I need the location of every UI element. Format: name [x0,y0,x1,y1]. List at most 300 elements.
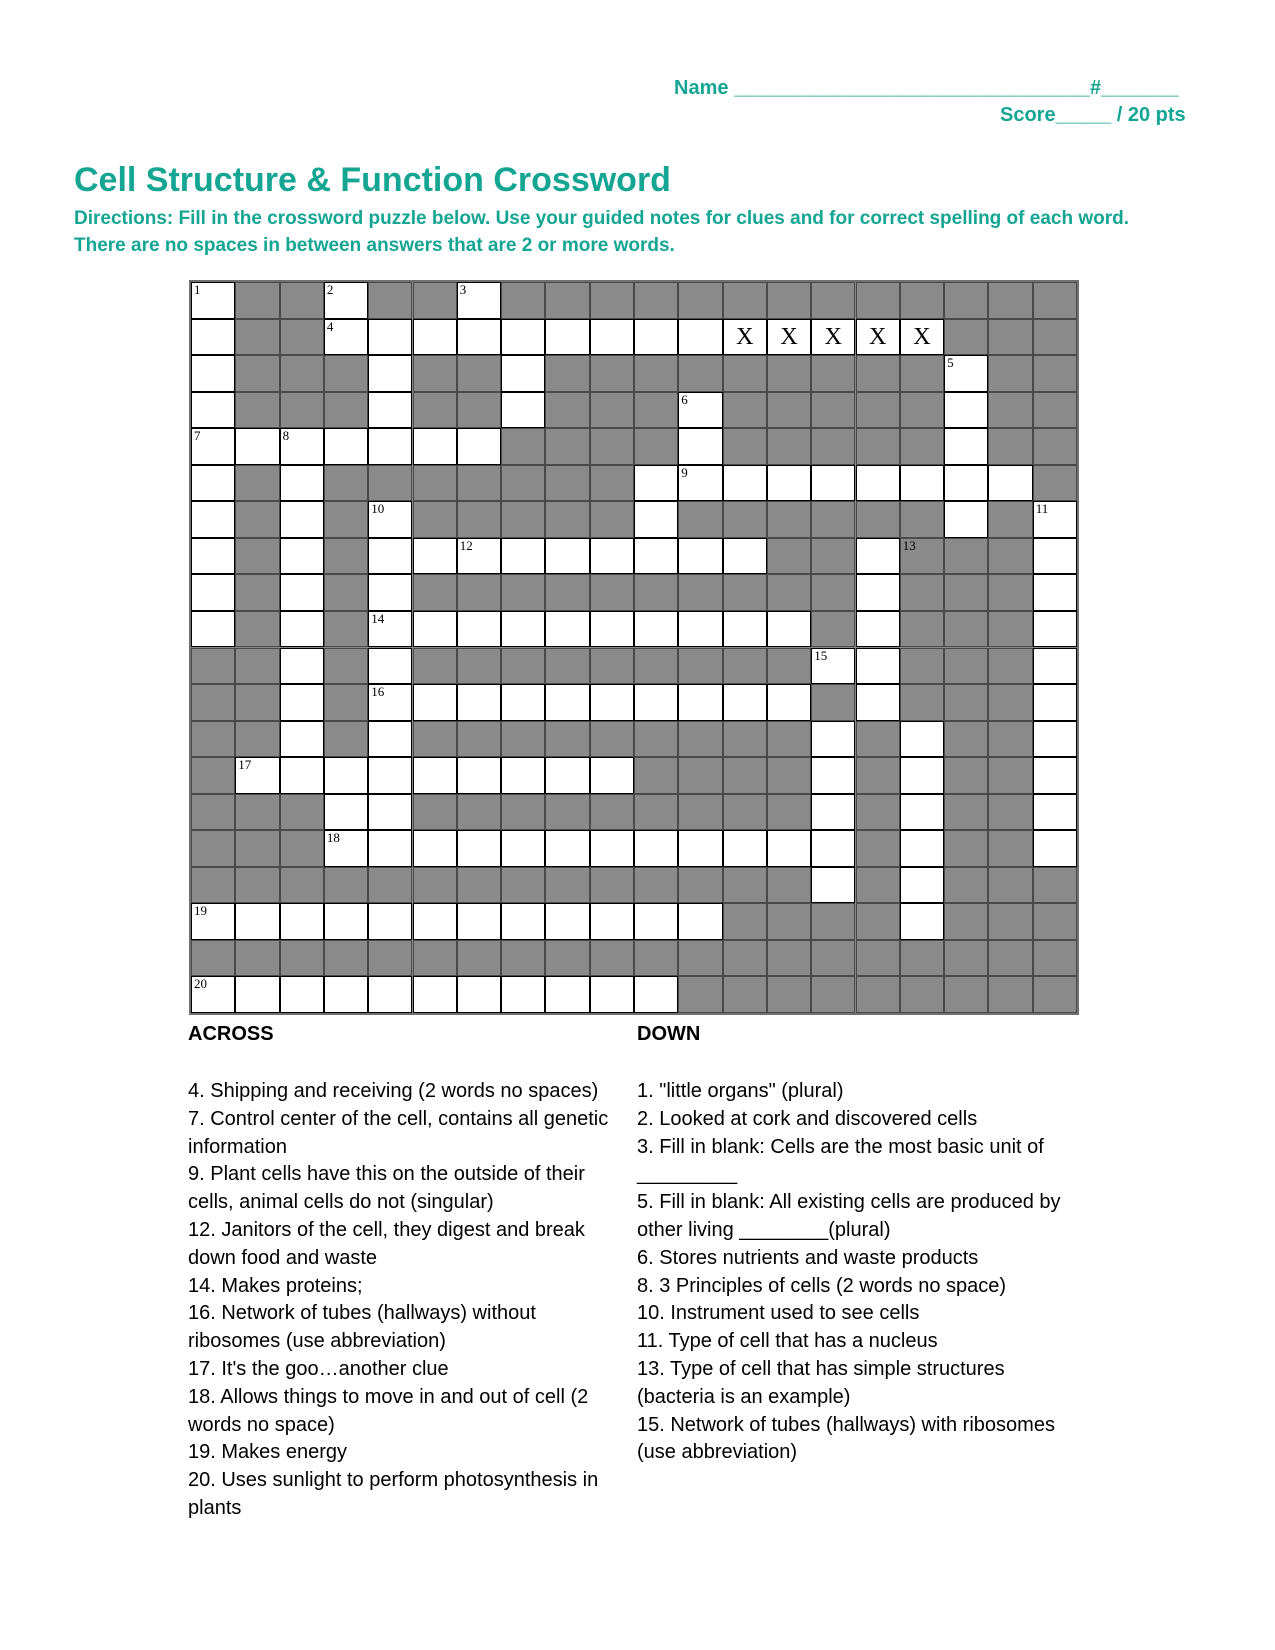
crossword-cell[interactable] [413,976,457,1013]
crossword-cell[interactable] [280,684,324,721]
crossword-cell[interactable] [1033,721,1077,758]
blocked-cell [988,648,1032,685]
crossword-cell[interactable] [1033,574,1077,611]
crossword-cell[interactable] [1033,611,1077,648]
crossword-cell[interactable] [944,392,988,429]
across-clue-line: 7. Control center of the cell, contains all genetic [188,1107,609,1130]
crossword-cell[interactable] [280,721,324,758]
crossword-cell[interactable] [280,501,324,538]
down-clue-line: 6. Stores nutrients and waste products [637,1246,979,1269]
crossword-cell[interactable] [501,684,545,721]
blocked-cell [590,355,634,392]
blocked-cell [988,721,1032,758]
across-clue-line: down food and waste [188,1246,378,1269]
crossword-cell[interactable] [811,867,855,904]
blocked-cell [767,355,811,392]
crossword-cell[interactable] [678,392,722,429]
crossword-cell[interactable] [634,465,678,502]
crossword-cell[interactable] [368,903,412,940]
crossword-cell[interactable] [678,903,722,940]
blocked-cell [944,684,988,721]
crossword-cell[interactable] [856,465,900,502]
blocked-cell [545,501,589,538]
blocked-cell [235,794,279,831]
blocked-cell [944,830,988,867]
blocked-cell [457,648,501,685]
crossword-cell[interactable] [368,976,412,1013]
blocked-cell [590,501,634,538]
crossword-cell[interactable] [457,830,501,867]
blocked-cell [457,465,501,502]
crossword-cell[interactable] [590,903,634,940]
blocked-cell [988,757,1032,794]
name-line[interactable]: Name ________________________________#_______ [674,77,1179,99]
crossword-cell[interactable] [324,830,368,867]
crossword-cell[interactable] [457,538,501,575]
crossword-cell[interactable] [501,976,545,1013]
blocked-cell [1033,355,1077,392]
blocked-cell [413,794,457,831]
crossword-cell[interactable] [235,903,279,940]
blocked-cell [767,501,811,538]
blocked-cell [413,940,457,977]
crossword-cell[interactable] [368,794,412,831]
crossword-cell[interactable] [368,574,412,611]
crossword-cell[interactable] [678,465,722,502]
crossword-cell[interactable] [324,319,368,356]
crossword-cell[interactable] [767,319,811,356]
blocked-cell [191,867,235,904]
blocked-cell [280,282,324,319]
crossword-cell[interactable] [324,757,368,794]
crossword-cell[interactable] [457,428,501,465]
crossword-cell[interactable] [723,538,767,575]
blocked-cell [413,648,457,685]
blocked-cell [678,574,722,611]
crossword-cell[interactable] [944,428,988,465]
crossword-cell[interactable] [191,428,235,465]
blocked-cell [191,684,235,721]
crossword-cell[interactable] [191,976,235,1013]
crossword-cell[interactable] [678,428,722,465]
blocked-cell [634,867,678,904]
down-clue-line: 13. Type of cell that has simple structures [637,1357,1005,1380]
crossword-cell[interactable] [324,976,368,1013]
crossword-cell[interactable] [191,574,235,611]
crossword-cell[interactable] [811,721,855,758]
crossword-cell[interactable] [501,611,545,648]
blocked-cell [678,721,722,758]
crossword-cell[interactable] [723,611,767,648]
crossword-cell[interactable] [413,319,457,356]
clue-number: 5 [947,355,954,371]
crossword-cell[interactable] [501,903,545,940]
x-mark: X [868,323,887,350]
crossword-cell[interactable] [1033,538,1077,575]
blocked-cell [900,538,944,575]
crossword-cell[interactable] [634,319,678,356]
blocked-cell [988,355,1032,392]
crossword-cell[interactable] [634,903,678,940]
crossword-cell[interactable] [368,319,412,356]
blocked-cell [900,428,944,465]
blocked-cell [545,428,589,465]
crossword-cell[interactable] [767,830,811,867]
crossword-cell[interactable] [856,574,900,611]
crossword-cell[interactable] [634,538,678,575]
blocked-cell [811,574,855,611]
crossword-cell[interactable] [413,830,457,867]
blocked-cell [235,319,279,356]
clue-number: 20 [194,976,207,992]
blocked-cell [723,794,767,831]
blocked-cell [634,392,678,429]
crossword-cell[interactable] [368,611,412,648]
crossword-cell[interactable] [280,757,324,794]
blocked-cell [944,867,988,904]
crossword-cell[interactable] [413,428,457,465]
crossword-cell[interactable] [235,757,279,794]
crossword-cell[interactable] [944,465,988,502]
blocked-cell [944,574,988,611]
blocked-cell [235,721,279,758]
blocked-cell [1033,282,1077,319]
blocked-cell [413,721,457,758]
blocked-cell [191,721,235,758]
blocked-cell [235,684,279,721]
crossword-cell[interactable] [545,611,589,648]
blocked-cell [590,574,634,611]
crossword-cell[interactable] [900,830,944,867]
crossword-cell[interactable] [856,648,900,685]
blocked-cell [1033,903,1077,940]
crossword-cell[interactable] [280,574,324,611]
blocked-cell [413,392,457,429]
blocked-cell [900,976,944,1013]
blocked-cell [900,684,944,721]
blocked-cell [457,501,501,538]
crossword-cell[interactable] [767,611,811,648]
blocked-cell [413,355,457,392]
crossword-cell[interactable] [634,684,678,721]
blocked-cell [590,867,634,904]
clue-number: 15 [814,647,828,663]
crossword-cell[interactable] [900,757,944,794]
blocked-cell [988,976,1032,1013]
blocked-cell [545,282,589,319]
blocked-cell [280,830,324,867]
crossword-cell[interactable] [280,611,324,648]
blocked-cell [988,501,1032,538]
crossword-cell[interactable] [856,538,900,575]
blocked-cell [944,940,988,977]
clue-number: 4 [326,318,334,334]
crossword-cell[interactable] [1033,684,1077,721]
blocked-cell [324,574,368,611]
crossword-cell[interactable] [191,465,235,502]
blocked-cell [678,355,722,392]
crossword-cell[interactable] [1033,830,1077,867]
clue-number: 18 [326,830,340,846]
crossword-cell[interactable] [900,903,944,940]
crossword-cell[interactable] [900,721,944,758]
crossword-cell[interactable] [545,830,589,867]
blocked-cell [811,355,855,392]
blocked-cell [280,794,324,831]
blocked-cell [590,721,634,758]
blocked-cell [501,648,545,685]
crossword-cell[interactable] [280,976,324,1013]
crossword-cell[interactable] [501,830,545,867]
blocked-cell [634,794,678,831]
crossword-cell[interactable] [191,611,235,648]
crossword-cell[interactable] [280,648,324,685]
crossword-cell[interactable] [1033,501,1077,538]
blocked-cell [811,501,855,538]
crossword-cell[interactable] [723,465,767,502]
crossword-cell[interactable] [811,648,855,685]
crossword-cell[interactable] [590,684,634,721]
blocked-cell [235,538,279,575]
blocked-cell [767,574,811,611]
blocked-cell [723,392,767,429]
crossword-cell[interactable] [723,830,767,867]
blocked-cell [723,282,767,319]
crossword-cell[interactable] [368,428,412,465]
clue-number: 19 [194,903,207,919]
crossword-cell[interactable] [545,976,589,1013]
crossword-cell[interactable] [457,903,501,940]
crossword-cell[interactable] [368,830,412,867]
blocked-cell [280,940,324,977]
crossword-cell[interactable] [280,428,324,465]
crossword-cell[interactable] [678,538,722,575]
crossword-cell[interactable] [457,611,501,648]
crossword-cell[interactable] [191,501,235,538]
blocked-cell [811,538,855,575]
blocked-cell [1033,428,1077,465]
crossword-cell[interactable] [811,319,855,356]
crossword-cell[interactable] [235,428,279,465]
crossword-cell[interactable] [678,611,722,648]
blocked-cell [324,611,368,648]
crossword-cell[interactable] [368,721,412,758]
crossword-cell[interactable] [545,757,589,794]
blocked-cell [900,648,944,685]
crossword-cell[interactable] [191,392,235,429]
crossword-cell[interactable] [368,355,412,392]
blocked-cell [856,867,900,904]
crossword-cell[interactable] [545,684,589,721]
crossword-cell[interactable] [545,903,589,940]
crossword-cell[interactable] [501,392,545,429]
crossword-cell[interactable] [368,538,412,575]
crossword-cell[interactable] [368,501,412,538]
across-clue-line: 14. Makes proteins; [188,1274,363,1297]
crossword-cell[interactable] [900,794,944,831]
crossword-cell[interactable] [767,684,811,721]
crossword-cell[interactable] [545,538,589,575]
crossword-cell[interactable] [1033,648,1077,685]
blocked-cell [811,428,855,465]
crossword-cell[interactable] [988,465,1032,502]
crossword-cell[interactable] [634,976,678,1013]
crossword-cell[interactable] [1033,794,1077,831]
crossword-cell[interactable] [413,538,457,575]
crossword-cell[interactable] [235,976,279,1013]
blocked-cell [767,794,811,831]
crossword-cell[interactable] [944,501,988,538]
crossword-cell[interactable] [413,611,457,648]
blocked-cell [457,721,501,758]
crossword-cell[interactable] [280,903,324,940]
crossword-cell[interactable] [368,648,412,685]
crossword-cell[interactable] [811,465,855,502]
crossword-cell[interactable] [678,319,722,356]
down-clue-line: other living ________(plural) [637,1218,891,1241]
crossword-cell[interactable] [457,976,501,1013]
crossword-cell[interactable] [413,903,457,940]
crossword-cell[interactable] [501,538,545,575]
crossword-cell[interactable] [900,867,944,904]
crossword-cell[interactable] [723,319,767,356]
crossword-cell[interactable] [457,319,501,356]
blocked-cell [235,282,279,319]
blocked-cell [191,830,235,867]
blocked-cell [324,940,368,977]
blocked-cell [545,940,589,977]
blocked-cell [944,282,988,319]
crossword-cell[interactable] [1033,757,1077,794]
blocked-cell [944,903,988,940]
blocked-cell [501,940,545,977]
crossword-cell[interactable] [368,684,412,721]
crossword-cell[interactable] [678,684,722,721]
crossword-cell[interactable] [191,903,235,940]
blocked-cell [900,282,944,319]
crossword-cell[interactable] [324,282,368,319]
crossword-cell[interactable] [856,611,900,648]
across-heading: ACROSS [188,1023,274,1045]
crossword-cell[interactable] [811,757,855,794]
score-line[interactable]: Score_____ / 20 pts [1000,104,1186,126]
blocked-cell [634,721,678,758]
crossword-cell[interactable] [811,830,855,867]
blocked-cell [634,355,678,392]
blocked-cell [767,721,811,758]
blocked-cell [501,867,545,904]
crossword-cell[interactable] [590,976,634,1013]
crossword-cell[interactable] [413,757,457,794]
crossword-cell[interactable] [723,684,767,721]
crossword-cell[interactable] [368,392,412,429]
clue-number: 16 [371,684,385,700]
blocked-cell [590,940,634,977]
crossword-cell[interactable] [590,830,634,867]
crossword-cell[interactable] [590,319,634,356]
crossword-cell[interactable] [590,611,634,648]
blocked-cell [988,319,1032,356]
crossword-cell[interactable] [280,465,324,502]
crossword-cell[interactable] [856,319,900,356]
blocked-cell [324,648,368,685]
crossword-cell[interactable] [767,465,811,502]
blocked-cell [723,976,767,1013]
crossword-cell[interactable] [191,282,235,319]
blocked-cell [723,574,767,611]
blocked-cell [988,428,1032,465]
crossword-cell[interactable] [368,757,412,794]
blocked-cell [545,867,589,904]
blocked-cell [368,867,412,904]
crossword-cell[interactable] [457,282,501,319]
blocked-cell [811,976,855,1013]
crossword-cell[interactable] [590,757,634,794]
crossword-cell[interactable] [634,501,678,538]
blocked-cell [856,830,900,867]
crossword-cell[interactable] [634,611,678,648]
clue-number: 7 [194,428,201,444]
blocked-cell [900,940,944,977]
blocked-cell [767,648,811,685]
crossword-cell[interactable] [856,684,900,721]
crossword-cell[interactable] [280,538,324,575]
across-clue-line: plants [188,1496,242,1519]
blocked-cell [767,392,811,429]
blocked-cell [501,501,545,538]
crossword-cell[interactable] [590,538,634,575]
down-clue-line: 1. "little organs" (plural) [637,1080,844,1102]
clue-number: 1 [194,282,201,297]
crossword-cell[interactable] [900,465,944,502]
crossword-cell[interactable] [501,355,545,392]
crossword-cell[interactable] [944,355,988,392]
across-clue-line: 16. Network of tubes (hallways) without [188,1302,536,1325]
blocked-cell [235,392,279,429]
across-clue-line: words no space) [188,1413,335,1436]
crossword-cell[interactable] [324,903,368,940]
crossword-cell[interactable] [900,319,944,356]
crossword-cell[interactable] [191,355,235,392]
crossword-cell[interactable] [191,319,235,356]
crossword-cell[interactable] [634,830,678,867]
crossword-cell[interactable] [457,684,501,721]
x-mark: X [780,323,798,350]
blocked-cell [280,392,324,429]
blocked-cell [457,867,501,904]
crossword-cell[interactable] [501,319,545,356]
crossword-cell[interactable] [501,757,545,794]
blocked-cell [678,867,722,904]
across-clue-line: 4. Shipping and receiving (2 words no spaces) [188,1080,599,1102]
blocked-cell [1033,976,1077,1013]
crossword-cell[interactable] [413,684,457,721]
crossword-cell[interactable] [324,794,368,831]
blocked-cell [634,648,678,685]
crossword-cell[interactable] [191,538,235,575]
crossword-cell[interactable] [545,319,589,356]
crossword-cell[interactable] [678,830,722,867]
blocked-cell [368,465,412,502]
blocked-cell [501,282,545,319]
crossword-cell[interactable] [811,794,855,831]
down-clue-line: 3. Fill in blank: Cells are the most basic unit of [637,1135,1044,1158]
directions-line-1: Directions: Fill in the crossword puzzle below. Use your guided notes for clues and for correct spelling of each word. [74,208,1130,229]
crossword-cell[interactable] [324,428,368,465]
blocked-cell [1033,940,1077,977]
crossword-cell[interactable] [457,757,501,794]
blocked-cell [988,282,1032,319]
